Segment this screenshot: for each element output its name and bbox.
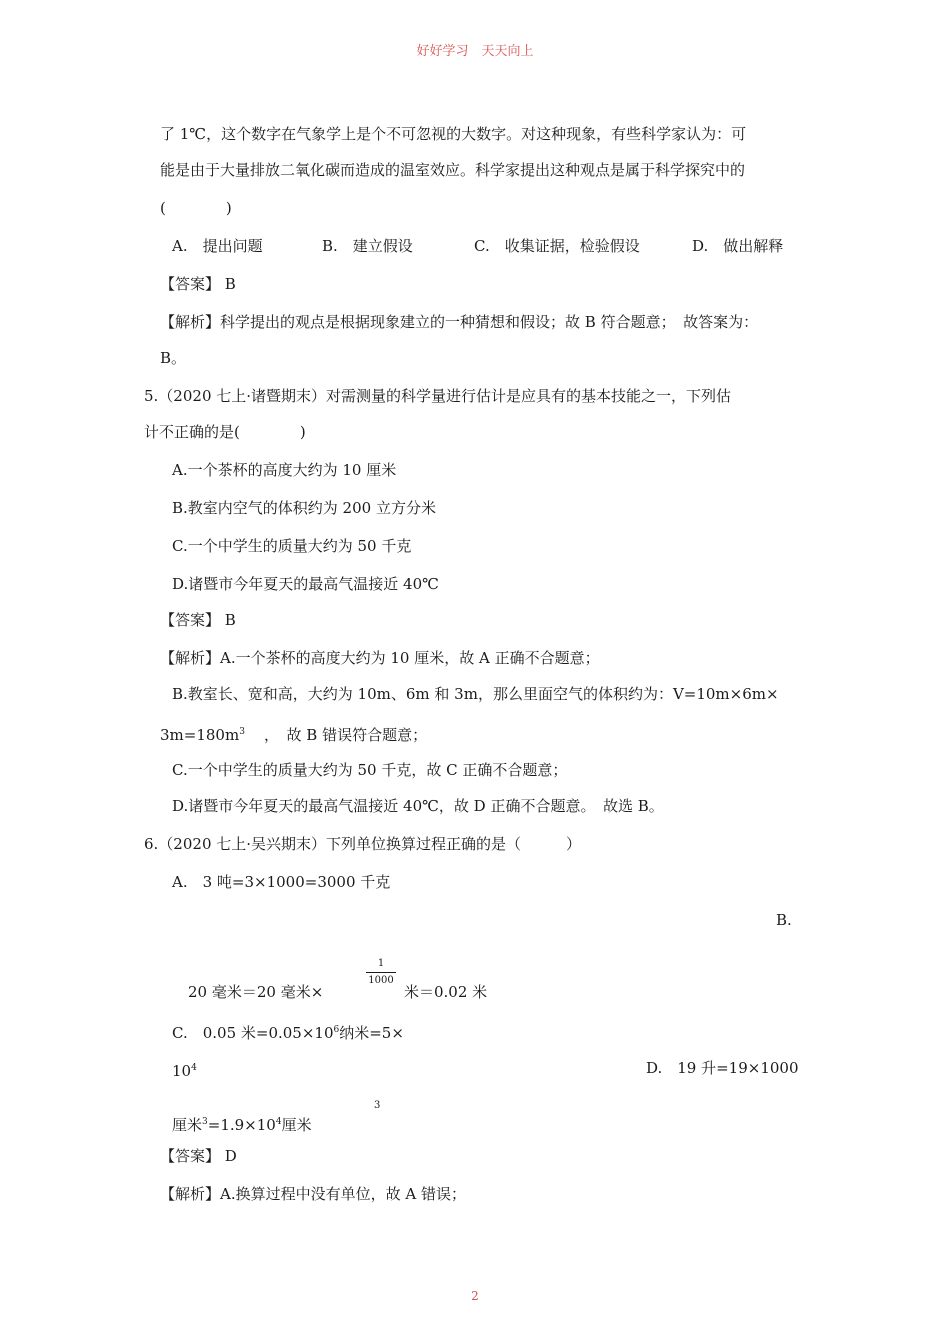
q6-option-b-left: 20 毫米＝20 毫米× xyxy=(188,983,324,1001)
q5-stem-line1: 5.（2020 七上·诸暨期末）对需测量的科学量进行估计是应具有的基本技能之一，下列估 xyxy=(144,387,732,405)
analysis-text: 科学提出的观点是根据现象建立的一种猜想和假设；故 B 符合题意； 故答案为： xyxy=(220,313,759,331)
answer-value: B xyxy=(224,611,236,629)
q5-stem-line2: 计不正确的是( ) xyxy=(144,423,306,441)
volume-expression: 3m=180m xyxy=(160,726,240,744)
page-number: 2 xyxy=(471,1289,479,1303)
q5-option-d: D.诸暨市今年夏天的最高气温接近 40℃ xyxy=(172,575,439,593)
q4-answer xyxy=(160,274,236,294)
q4-option-b: B. 建立假设 xyxy=(322,237,413,255)
q4-analysis-line2: B。 xyxy=(160,349,187,367)
q6-analysis-a xyxy=(160,1184,466,1204)
answer-value: B xyxy=(224,275,236,293)
q6-option-d-floating-exponent: 3 xyxy=(374,1100,381,1111)
q5-analysis-b-line1: B.教室长、宽和高，大约为 10m、6m 和 3m，那么里面空气的体积约为：V=10m×6m× xyxy=(172,685,779,703)
q4-option-d: D. 做出解释 xyxy=(692,237,784,255)
q4-stem-line1: 了 1℃，这个数字在气象学上是个不可忽视的大数字。对这种现象，有些科学家认为：可 xyxy=(160,125,747,143)
fraction-denominator: 1000 xyxy=(368,975,394,986)
answer-value: D xyxy=(224,1147,237,1165)
q6-option-a: A. 3 吨=3×1000=3000 千克 xyxy=(172,873,391,891)
option-c-exponent-2: 4 xyxy=(191,1063,197,1073)
q6-option-d-line2 xyxy=(172,1112,312,1135)
option-d-exponent: 4 xyxy=(275,1117,282,1127)
q6-option-b-fraction xyxy=(366,958,396,987)
q5-analysis-d: D.诸暨市今年夏天的最高气温接近 40℃，故 D 正确不合题意。 故选 B。 xyxy=(172,797,664,815)
option-c-exponent: 6 xyxy=(333,1025,340,1035)
q6-stem: 6.（2020 七上·吴兴期末）下列单位换算过程正确的是（ ） xyxy=(144,835,582,853)
q4-analysis-line1 xyxy=(160,312,758,332)
q6-answer xyxy=(160,1146,237,1166)
q5-analysis-c: C.一个中学生的质量大约为 50 千克，故 C 正确不合题意； xyxy=(172,761,568,779)
q6-option-b-right: 米＝0.02 米 xyxy=(404,983,488,1001)
q6-option-c-line2 xyxy=(172,1058,197,1081)
answer-tag: 【答案】 xyxy=(160,275,221,293)
fraction-bar xyxy=(366,972,396,973)
analysis-text: A.一个茶杯的高度大约为 10 厘米，故 A 正确不合题意； xyxy=(220,649,600,667)
analysis-b-conclusion: ， 故 B 错误符合题意； xyxy=(264,726,428,744)
q6-option-b-label: B. xyxy=(776,911,792,929)
option-d-unit-2: 厘米 xyxy=(281,1116,312,1134)
option-c-part2: 纳米=5× xyxy=(339,1024,404,1042)
cubic-superscript: 3 xyxy=(239,727,245,737)
option-d-cubic: 3 xyxy=(202,1117,208,1127)
q4-stem-line2: 能是由于大量排放二氧化碳而造成的温室效应。科学家提出这种观点是属于科学探究中的 xyxy=(160,161,746,179)
analysis-tag: 【解析】 xyxy=(160,313,221,331)
q5-option-b: B.教室内空气的体积约为 200 立方分米 xyxy=(172,499,436,517)
q4-option-a: A. 提出问题 xyxy=(172,237,263,255)
answer-tag: 【答案】 xyxy=(160,611,221,629)
fraction-numerator: 1 xyxy=(377,958,385,969)
q6-option-c-line1 xyxy=(172,1020,404,1043)
option-c-base: 10 xyxy=(172,1062,192,1080)
option-d-value: =1.9×10 xyxy=(207,1116,276,1134)
q5-answer xyxy=(160,610,236,630)
option-d-unit: 厘米 xyxy=(172,1116,203,1134)
q4-blank: ( ) xyxy=(160,199,232,217)
analysis-tag: 【解析】 xyxy=(160,1185,221,1203)
q5-option-a: A.一个茶杯的高度大约为 10 厘米 xyxy=(172,461,397,479)
analysis-tag: 【解析】 xyxy=(160,649,221,667)
answer-tag: 【答案】 xyxy=(160,1147,221,1165)
q5-analysis-a xyxy=(160,648,600,668)
q6-option-d-line1: D. 19 升=19×1000 xyxy=(646,1059,799,1077)
q5-analysis-b-line2 xyxy=(160,722,427,745)
q4-option-c: C. 收集证据，检验假设 xyxy=(474,237,640,255)
page-header: 好好学习 天天向上 xyxy=(416,44,534,59)
option-c-part1: C. 0.05 米=0.05×10 xyxy=(172,1024,334,1042)
q5-option-c: C.一个中学生的质量大约为 50 千克 xyxy=(172,537,412,555)
analysis-text: A.换算过程中没有单位，故 A 错误； xyxy=(220,1185,466,1203)
